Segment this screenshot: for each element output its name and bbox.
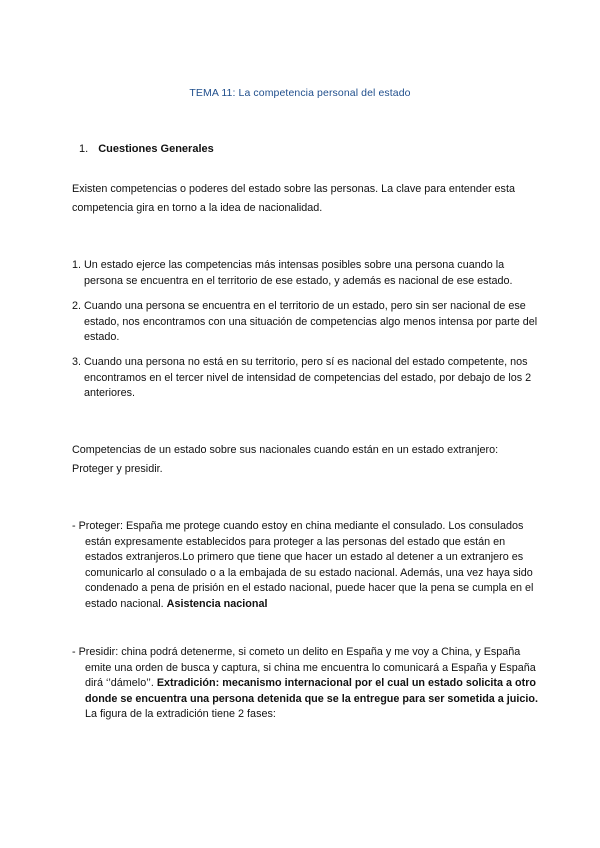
level-item-3: 3. Cuando una persona no está en su territorio, pero sí es nacional del estado competente, nos encontramos en el tercer nivel de intensidad de competencias del estado, por debajo de los 2 anteriores.	[72, 356, 532, 399]
section-number: 1.	[79, 143, 89, 155]
proteger-bold: Asistencia nacional	[166, 597, 268, 610]
presidir-bold: Extradición: mecanismo internacional por el cual un estado solicita a otro donde se encuentra una persona detenida que se la entregue para ser sometida a juicio.	[85, 677, 539, 705]
presidir-tail: La figura de la extradición tiene 2 fases:	[85, 708, 276, 720]
intro-paragraph: Existen competencias o poderes del estado sobre las personas. La clave para entender esta competencia gira en torno a la idea de nacionalidad.	[72, 183, 515, 214]
section-heading	[79, 143, 214, 155]
level-item-2: 2. Cuando una persona se encuentra en el territorio de un estado, pero sin ser nacional de ese estado, nos encontramos con una situación de competencias algo menos intensa por parte del estado.	[72, 300, 538, 343]
section-label: Cuestiones Generales	[98, 143, 214, 155]
proteger-paragraph	[72, 519, 545, 612]
presidir-text: - Presidir: china podrá detenerme, si cometo un delito en España y me voy a China, y España emite una orden de busca y captura, si china me encuentra lo comunicará a España y España dirá ‘’dámelo’’.	[72, 646, 536, 689]
competencias-paragraph: Competencias de un estado sobre sus nacionales cuando están en un estado extranjero: Proteger y presidir.	[72, 444, 499, 475]
document-title: TEMA 11: La competencia personal del estado	[189, 87, 411, 99]
proteger-text: - Proteger: España me protege cuando estoy en china mediante el consulado. Los consulados están expresamente establecidos para proteger a las personas del estado que están en estados extranjeros.Lo primero que tiene que hacer un estado al detener a un extranjero es comunicarlo al consulado o a la embajada de su estado nacional. Además, una vez haya sido condenado a pena de prisión en el estado nacional, puede hacer que la pena se cumpla en el estado nacional.	[72, 520, 534, 610]
presidir-paragraph	[72, 645, 545, 723]
level-item-1: 1. Un estado ejerce las competencias más intensas posibles sobre una persona cuando la persona se encuentra en el territorio de ese estado, y además es nacional de ese estado.	[72, 259, 513, 287]
